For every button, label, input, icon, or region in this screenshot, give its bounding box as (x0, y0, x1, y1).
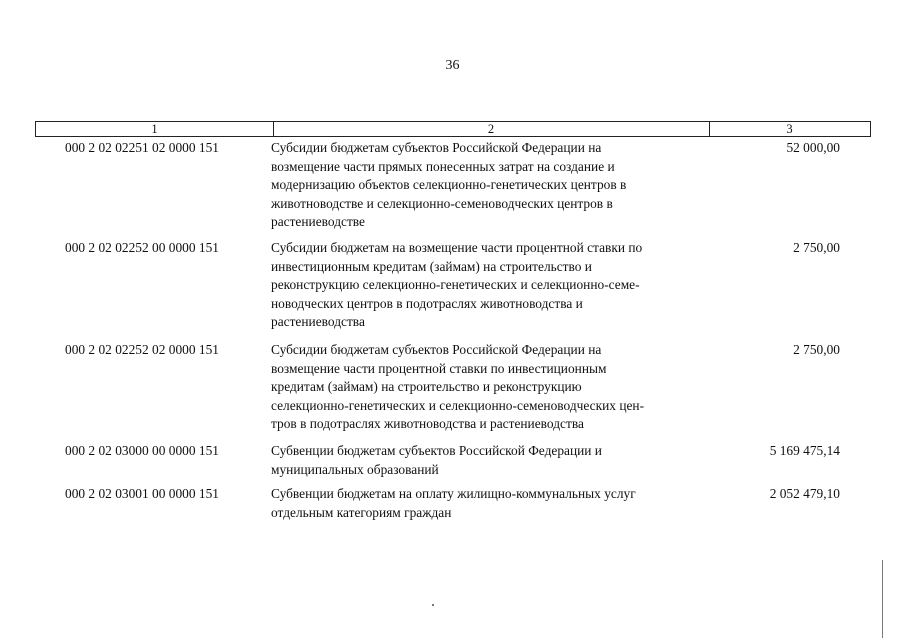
column-header-1: 1 (36, 122, 274, 136)
item-name: Субсидии бюджетам субъектов Российской Федерации на возмещение части прямых понесенных затрат на создание и модернизацию объектов селекционно-генетических центров в животноводстве и селекционно-семеноводческих центров в растениеводстве (271, 140, 627, 230)
item-amount: 2 750,00 (793, 342, 840, 357)
item-name: Субсидии бюджетам на возмещение части процентной ставки по инвестиционным кредитам (займам) на строительство и реконструкцию селекционно-генетических и селекционно-семе- новодческих центров в подотраслях животноводства и растениеводства (271, 240, 643, 330)
item-amount: 2 750,00 (793, 240, 840, 255)
budget-code: 000 2 02 02252 00 0000 151 (65, 240, 219, 255)
budget-code: 000 2 02 02252 02 0000 151 (65, 342, 219, 357)
budget-code: 000 2 02 03000 00 0000 151 (65, 443, 219, 458)
scan-speck (432, 604, 434, 606)
item-amount: 52 000,00 (786, 140, 840, 155)
scan-edge-line (882, 560, 883, 638)
item-name: Субвенции бюджетам субъектов Российской Федерации и муниципальных образований (271, 443, 602, 477)
budget-code: 000 2 02 02251 02 0000 151 (65, 140, 219, 155)
item-amount: 5 169 475,14 (769, 443, 840, 458)
item-name: Субвенции бюджетам на оплату жилищно-коммунальных услуг отдельным категориям граждан (271, 486, 636, 520)
budget-code: 000 2 02 03001 00 0000 151 (65, 486, 219, 501)
column-header-3: 3 (786, 122, 793, 136)
page-number: 36 (445, 58, 460, 73)
table-header (35, 121, 871, 137)
item-amount: 2 052 479,10 (769, 486, 840, 501)
column-header-2: 2 (273, 122, 710, 136)
item-name: Субсидии бюджетам субъектов Российской Федерации на возмещение части процентной ставки по инвестиционным кредитам (займам) на строительство и реконструкцию селекционно-генетических и селекционно-семеноводческих цен- тров в подотраслях животноводства и растениеводства (271, 342, 645, 432)
